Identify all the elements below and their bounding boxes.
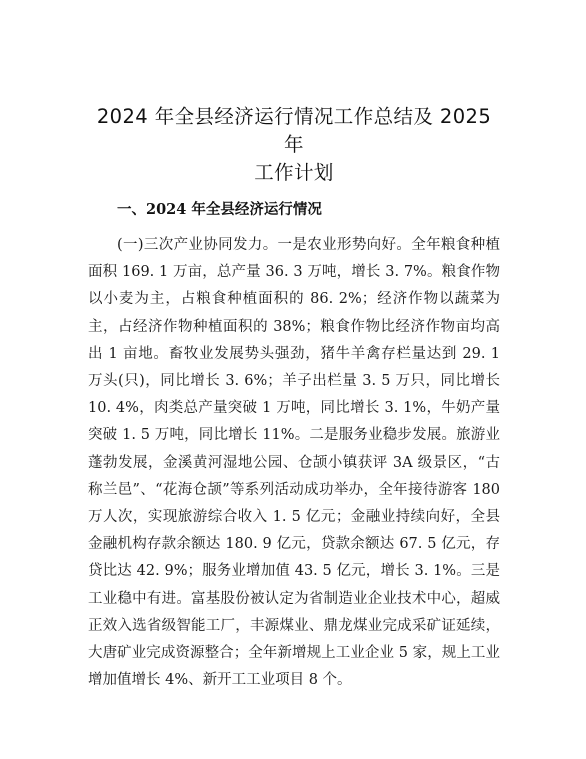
body-paragraph: (一)三次产业协同发力。一是农业形势向好。全年粮食种植面积 169. 1 万亩，总产量 36. 3 万吨，增长 3. 7%。粮食作物以小麦为主，占粮食种植面积的 86. 2%；经济作物以蔬菜为主，占经济作物种植面积的 38%；粮食作物比经济作物亩均高出 1 亩地。畜牧业发展势头强劲，猪牛羊禽存栏量达到 29. 1 万头(只)，同比增长 3. 6%；羊子出栏量 3. 5 万只，同比增长 10. 4%，肉类总产量突破 1 万吨，同比增长 3. 1%，牛奶产量突破 1. 5 万吨，同比增长 11%。二是服务业稳步发展。旅游业蓬勃发展，金溪黄河湿地公园、仓颉小镇获评 3A 级景区，“古称兰邑”、“花海仓颉”等系列活动成功举办，全年接待游客 180 万人次，实现旅游综合收入 1. 5 亿元；金融业持续向好，全县金融机构存款余额达 180. 9 亿元，贷款余额达 67. 5 亿元，存贷比达 42. 9%；服务业增加值 43. 5 亿元，增长 3. 1%。三是工业稳中有进。富基股份被认定为省制造业企业技术中心，超威正效入选省级智能工厂，丰源煤业、鼎龙煤业完成采矿证延续，大唐矿业完成资源整合；全年新增规上工业企业 5 家，规上工业增加值增长 4%、新开工工业项目 8 个。 [88,237,500,689]
document-title-line-2: 工作计划 [254,161,334,184]
document-title [88,103,500,187]
document-title-line-1: 2024 年全县经济运行情况工作总结及 2025 年 [96,105,492,156]
section-heading: 一、2024 年全县经济运行情况 [117,201,322,218]
